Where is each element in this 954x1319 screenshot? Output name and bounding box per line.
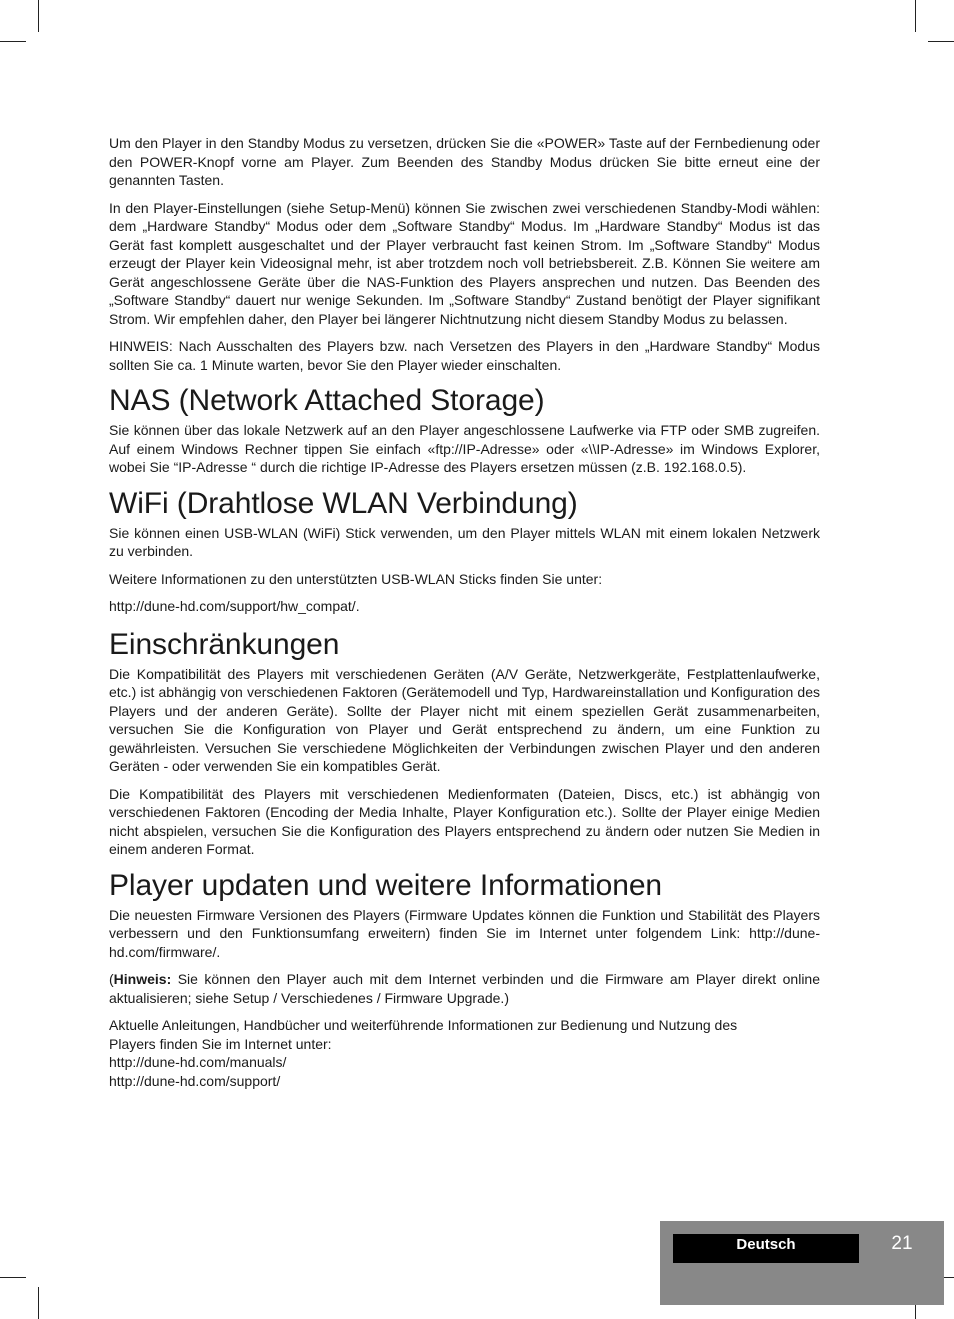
nas-heading: NAS (Network Attached Storage): [109, 384, 545, 417]
limits-paragraph-2: Die Kompatibilität des Players mit verschiedenen Medienformaten (Dateien, Discs, etc.) ist abhängig von verschiedenen Faktoren (Encoding der Media Inhalte, Player Konfiguration etc.). Sollte der Player einige Medien nicht abspielen, versuchen Sie die Konfiguration des Players entsprechend zu ändern oder nutzen Sie Medien in einem anderen Format.: [109, 785, 820, 857]
intro-paragraph-1: Um den Player in den Standby Modus zu versetzen, drücken Sie die «POWER» Taste auf der Fernbedienung oder den POWER-Knopf vorne am Player. Zum Beenden des Standby Modus drücken Sie bitte erneut eine der genannten Tasten.: [109, 135, 820, 188]
crop-mark: [0, 41, 26, 42]
crop-mark: [38, 1287, 39, 1319]
wifi-heading: WiFi (Drahtlose WLAN Verbindung): [109, 486, 578, 520]
language-label: Deutsch: [673, 1234, 859, 1263]
nas-paragraph: Sie können über das lokale Netzwerk auf an den Player angeschlossene Laufwerke via FTP oder SMB zugreifen. Auf einem Windows Rechner tippen Sie einfach «ftp://IP-Adresse» oder «\\IP-Adresse» im Windows Explorer, wobei Sie “IP-Adresse “ durch die richtige IP-Adresse des Players ersetzen müssen (z.B. 192.168.0.5).: [109, 422, 820, 475]
manuals-link: http://dune-hd.com/manuals/: [109, 1054, 287, 1070]
intro-paragraph-2: In den Player-Einstellungen (siehe Setup-Menü) können Sie zwischen zwei verschiedenen Standby-Modi wählen: dem „Hardware Standby“ Modus oder dem „Software Standby“ Modus. Im „Hardware Standby“ Modus ist das Gerät fast komplett ausgeschaltet und der Player verbraucht fast keinen Strom. Im „Software Standby“ Modus erzeugt der Player kein Videosignal mehr, ist aber trotzdem noch voll betriebsbereit. Z.B. Können Sie weitere am Gerät angeschlossene Geräte über die NAS-Funktion des Players ansprechen und nutzen. Das Beenden des „Software Standby“ dauert nur wenige Sekunden. Im „Software Standby“ Zustand benötigt der Player signifikant Strom. Wir empfehlen daher, den Player bei längerer Nichtnutzung nicht diesem Standby Modus zu belassen.: [109, 199, 820, 327]
limits-paragraph-1: Die Kompatibilität des Players mit verschiedenen Geräten (A/V Geräte, Netzwerkgeräte, Festplattenlaufwerke, etc.) ist abhängig von verschiedenen Faktoren (Gerätemodell und Typ, Hardwareinstallation und Konfiguration des Players und der anderen Geräte). Sollte der Player nicht mit einem speziellen Gerät zusammenarbeiten, versuchen Sie die Konfiguration von Player und Gerät entsprechend zu ändern, um eine Funktion zu gewährleisten. Versuchen Sie verschiedene Möglichkeiten der Verbindungen zwischen Player und den anderen Geräten - oder verwenden Sie ein kompatibles Gerät.: [109, 665, 820, 774]
hint-text: Sie können den Player auch mit dem Internet verbinden und die Firmware am Player direkt online aktualisieren; siehe Setup / Verschiedenes / Firmware Upgrade.): [109, 971, 820, 1006]
crop-mark: [928, 41, 954, 42]
wifi-link: http://dune-hd.com/support/hw_compat/.: [109, 598, 360, 614]
resources-line-2: Players finden Sie im Internet unter:: [109, 1035, 332, 1052]
hint-open-paren: (: [109, 971, 114, 987]
crop-mark: [0, 1277, 26, 1278]
page-footer: [660, 1221, 944, 1305]
update-paragraph-1: Die neuesten Firmware Versionen des Players (Firmware Updates können die Funktion und Stabilität des Players verbessern und den Funktionsumfang erweitern) finden Sie im Internet unter folgendem Link: http://dune-hd.com/firmware/.: [109, 906, 820, 960]
page-number: 21: [891, 1233, 913, 1254]
limits-heading: Einschränkungen: [109, 627, 340, 661]
update-heading: Player updaten und weitere Informationen: [109, 868, 663, 902]
wifi-paragraph-2: Weitere Informationen zu den unterstützten USB-WLAN Sticks finden Sie unter:: [109, 570, 603, 587]
page-content: [109, 134, 820, 1099]
crop-mark: [915, 0, 916, 32]
intro-paragraph-3: HINWEIS: Nach Ausschalten des Players bzw. nach Versetzen des Players in den „Hardware Standby“ Modus sollten Sie ca. 1 Minute warten, bevor Sie den Player wieder einschalten.: [109, 338, 820, 373]
update-hint-paragraph: [109, 970, 820, 1007]
update-paragraph-3: [109, 1016, 820, 1090]
crop-mark: [38, 0, 39, 32]
hint-label: Hinweis:: [113, 971, 172, 987]
wifi-paragraph-1: Sie können einen USB-WLAN (WiFi) Stick verwenden, um den Player mittels WLAN mit einem lokalen Netzwerk zu verbinden.: [109, 524, 820, 559]
support-link: http://dune-hd.com/support/: [109, 1072, 281, 1089]
resources-line-1: Aktuelle Anleitungen, Handbücher und weiterführende Informationen zur Bedienung und Nutzung des: [109, 1017, 738, 1033]
